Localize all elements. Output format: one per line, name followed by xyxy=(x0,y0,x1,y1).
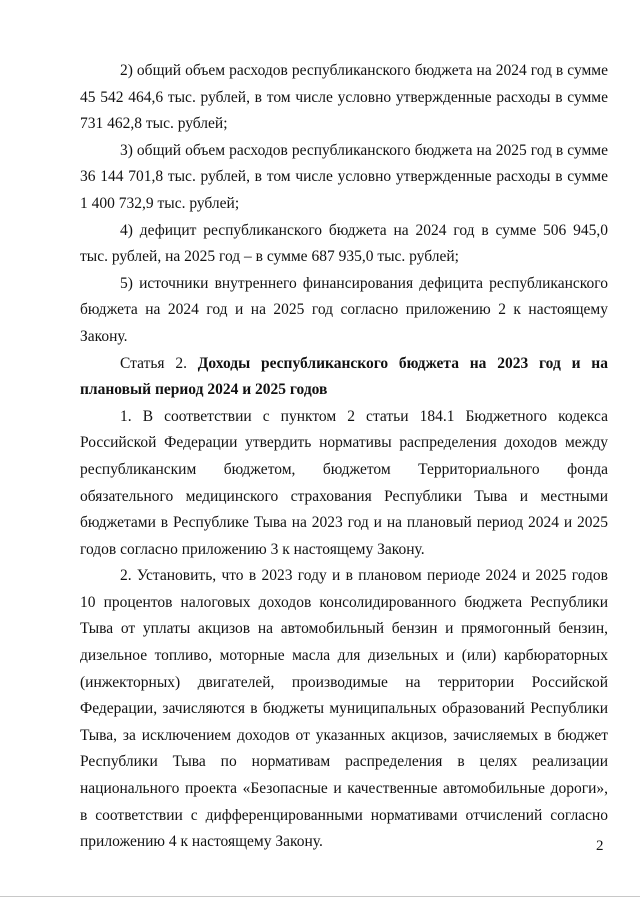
paragraph-financing-sources: 5) источники внутреннего финансирования дефицита республиканского бюджета на 2024 год и на 2025 год согласно приложению 2 к настоящему Закону. xyxy=(80,274,608,345)
paragraph-deficit: 4) дефицит республиканского бюджета на 2024 год в сумме 506 945,0 тыс. рублей, на 2025 год – в сумме 687 935,0 тыс. рублей; xyxy=(80,221,608,266)
paragraph-expenses-2025: 3) общий объем расходов республиканского бюджета на 2025 год в сумме 36 144 701,8 тыс. рублей, в том числе условно утвержденные расходы в сумме 1 400 732,9 тыс. рублей; xyxy=(80,141,608,212)
article-paragraph-2: 2. Установить, что в 2023 году и в плановом периоде 2024 и 2025 годов 10 процентов налоговых доходов консолидированного бюджета Республики Тыва от уплаты акцизов на автомобильный бензин и прямогонный бензин, дизельное топливо, моторные масла для дизельных и (или) карбюраторных (инжекторных) двигателей, производимые на территории Российской Федерации, зачисляются в бюджеты муниципальных образований Республики Тыва, за исключением доходов от указанных акцизов, зачисляемых в бюджет Республики Тыва по нормативам распределения в целях реализации национального проекта «Безопасные и качественные автомобильные дороги», в соответствии с дифференцированными нормативами отчислений согласно приложению 4 к настоящему Закону. xyxy=(80,567,608,851)
article-heading xyxy=(80,351,608,404)
scan-edge-divider xyxy=(0,896,640,897)
article-prefix: Статья 2. xyxy=(120,354,198,372)
page-number: 2 xyxy=(596,838,604,854)
document-body xyxy=(80,58,608,856)
article-title: Доходы республиканского бюджета на 2023 год и на плановый период 2024 и 2025 годов xyxy=(80,354,608,399)
paragraph-expenses-2024: 2) общий объем расходов республиканского бюджета на 2024 год в сумме 45 542 464,6 тыс. рублей, в том числе условно утвержденные расходы в сумме 731 462,8 тыс. рублей; xyxy=(80,62,608,133)
article-paragraph-1: 1. В соответствии с пунктом 2 статьи 184.1 Бюджетного кодекса Российской Федерации утвердить нормативы распределения доходов между республиканским бюджетом, бюджетом Территориального фонда обязательного медицинского страхования Республики Тыва и местными бюджетами в Республике Тыва на 2023 год и на плановый период 2024 и 2025 годов согласно приложению 3 к настоящему Закону. xyxy=(80,407,608,558)
